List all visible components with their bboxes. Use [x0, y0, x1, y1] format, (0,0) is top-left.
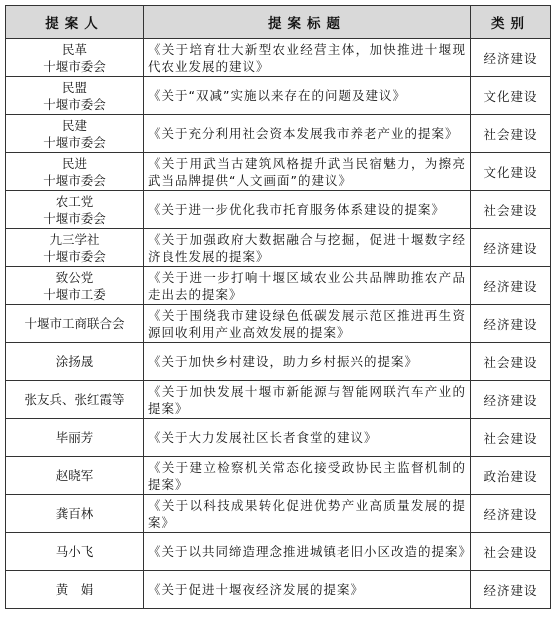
table-row: [6, 267, 551, 305]
proposer-cell: [6, 571, 144, 609]
proposer-line: 十堰市委会: [43, 172, 106, 188]
proposer-cell: [6, 39, 144, 77]
proposer-cell: [6, 533, 144, 571]
proposer-line: 涂扬晟: [55, 354, 94, 369]
category-cell: 经济建设: [471, 305, 551, 343]
proposal-title-cell: 《关于促进十堰夜经济发展的提案》: [144, 571, 471, 609]
proposal-title-cell: 《关于以共同缔造理念推进城镇老旧小区改造的提案》: [144, 533, 471, 571]
table-row: [6, 39, 551, 77]
table-row: [6, 153, 551, 191]
table-row: [6, 571, 551, 609]
proposer-line: 张友兵、张红霞等: [24, 392, 125, 407]
category-cell: 经济建设: [471, 39, 551, 77]
proposer-cell: [6, 305, 144, 343]
proposer-line: 十堰市委会: [43, 134, 106, 150]
category-cell: 社会建设: [471, 419, 551, 457]
category-cell: 社会建设: [471, 343, 551, 381]
proposer-line: 马小飞: [55, 544, 94, 559]
proposer-line: 毕丽芳: [55, 430, 94, 445]
category-cell: 经济建设: [471, 267, 551, 305]
proposal-title-cell: 《关于用武当古建筑风格提升武当民宿魅力，为擦亮武当品牌提供“人文画面”的建议》: [144, 153, 471, 191]
proposer-cell: [6, 153, 144, 191]
proposer-line: 十堰市工委: [43, 286, 106, 302]
proposer-line: 十堰市委会: [43, 210, 106, 226]
proposer-cell: [6, 381, 144, 419]
category-cell: 社会建设: [471, 533, 551, 571]
header-row: [6, 6, 551, 39]
proposal-title-cell: 《关于加快乡村建设，助力乡村振兴的提案》: [144, 343, 471, 381]
proposer-line: 十堰市委会: [43, 96, 106, 112]
category-cell: 经济建设: [471, 495, 551, 533]
proposer-cell: [6, 343, 144, 381]
proposer-cell: [6, 77, 144, 115]
proposer-line: 九三学社: [49, 231, 100, 247]
category-cell: 经济建设: [471, 229, 551, 267]
proposer-line: 致公党: [55, 269, 94, 285]
proposer-cell: [6, 229, 144, 267]
category-cell: 文化建设: [471, 153, 551, 191]
proposer-cell: [6, 457, 144, 495]
proposal-title-cell: 《关于培育壮大新型农业经营主体，加快推进十堰现代农业发展的建议》: [144, 39, 471, 77]
proposal-title-cell: 《关于充分利用社会资本发展我市养老产业的提案》: [144, 115, 471, 153]
proposer-line: 十堰市委会: [43, 248, 106, 264]
proposer-cell: [6, 267, 144, 305]
proposer-cell: [6, 115, 144, 153]
proposer-line: 赵晓军: [55, 468, 94, 483]
proposal-title-cell: 《关于加强政府大数据融合与挖掘，促进十堰数字经济良性发展的提案》: [144, 229, 471, 267]
category-cell: 社会建设: [471, 191, 551, 229]
table-row: [6, 305, 551, 343]
proposer-line: 民进: [61, 155, 87, 171]
proposal-title-cell: 《关于进一步打响十堰区域农业公共品牌助推农产品走出去的提案》: [144, 267, 471, 305]
proposal-title-cell: 《关于以科技成果转化促进优势产业高质量发展的提案》: [144, 495, 471, 533]
table-row: [6, 495, 551, 533]
proposal-title-cell: 《关于加快发展十堰市新能源与智能网联汽车产业的提案》: [144, 381, 471, 419]
proposal-title-cell: 《关于大力发展社区长者食堂的建议》: [144, 419, 471, 457]
proposer-line: 民建: [61, 117, 87, 133]
table-row: [6, 115, 551, 153]
proposal-title-cell: 《关于建立检察机关常态化接受政协民主监督机制的提案》: [144, 457, 471, 495]
proposer-line: 农工党: [55, 193, 94, 209]
table-row: [6, 457, 551, 495]
table-row: [6, 343, 551, 381]
proposer-cell: [6, 191, 144, 229]
proposer-line: 十堰市工商联合会: [24, 316, 125, 331]
category-cell: 政治建设: [471, 457, 551, 495]
category-cell: 文化建设: [471, 77, 551, 115]
proposer-line: 十堰市委会: [43, 58, 106, 74]
table-body: [6, 39, 551, 609]
header-title: 提案标题: [144, 6, 471, 39]
category-cell: 经济建设: [471, 381, 551, 419]
table-row: [6, 533, 551, 571]
proposer-line: 民革: [61, 41, 87, 57]
proposer-line: 黄 娟: [55, 582, 94, 597]
header-proposer: 提案人: [6, 6, 144, 39]
proposer-line: 民盟: [61, 79, 87, 95]
header-category: 类别: [471, 6, 551, 39]
proposal-title-cell: 《关于围绕我市建设绿色低碳发展示范区推进再生资源回收利用产业高效发展的提案》: [144, 305, 471, 343]
table-row: [6, 381, 551, 419]
proposal-title-cell: 《关于“双减”实施以来存在的问题及建议》: [144, 77, 471, 115]
proposal-title-cell: 《关于进一步优化我市托育服务体系建设的提案》: [144, 191, 471, 229]
table-row: [6, 77, 551, 115]
table-row: [6, 191, 551, 229]
category-cell: 社会建设: [471, 115, 551, 153]
table-row: [6, 229, 551, 267]
proposer-cell: [6, 495, 144, 533]
table-row: [6, 419, 551, 457]
proposer-line: 龚百林: [55, 506, 94, 521]
category-cell: 经济建设: [471, 571, 551, 609]
proposal-table: [5, 5, 551, 609]
proposer-cell: [6, 419, 144, 457]
